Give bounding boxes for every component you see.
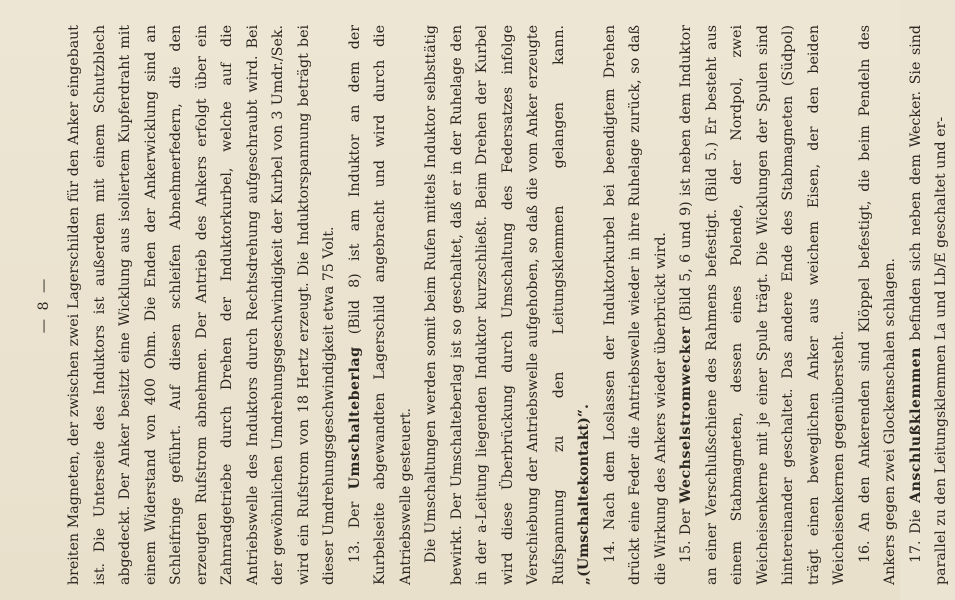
highlighted-term: Wechselstromwecker (678, 326, 694, 504)
bold-text: „(Umschaltekontakt)“. (576, 404, 592, 585)
paragraph-p16 (853, 25, 904, 585)
paragraph-text: 15. Der (678, 503, 694, 563)
paragraph-text: 13. Der (346, 489, 363, 563)
body-text (62, 25, 955, 585)
highlighted-term: Umschalteberlag (346, 346, 363, 490)
paragraph-p15 (674, 25, 853, 585)
rotated-text-block (22, 24, 949, 585)
paragraph-p17 (904, 25, 955, 585)
paragraph-text: (Bild 8) ist am Induktor an dem der Kurbelseite abgewandten Lagerschild angebracht und wird durch die Antriebswelle gesteuert. (346, 24, 414, 585)
paragraph-p14 (598, 25, 675, 585)
paragraph-text: Die Umschaltungen werden somit beim Rufen mittels Induktor selbsttätig bewirkt. Der Umschalteberlag ist so geschaltet, daß er in der Ruhelage den in der a-Leitung liegenden Induktor kurzschließt. Beim Drehen der Kurbel wird diese Überbrückung durch Umschaltung des Federsatzes infolge Verschiebung der Antriebswelle aufgehoben, so daß die vom Anker erzeugte Rufspannung zu den Leitungsklemmen gelangen kann. (423, 25, 567, 585)
paragraph-text: befinden sich neben dem Wecker. Sie sind parallel zu den Leitungsklemmen La und Lb/E geschaltet und er- (907, 25, 949, 585)
paragraph-text: 14. Nach dem Loslassen der Induktorkurbel bei beendigtem Drehen drückt eine Feder die Antriebswelle wieder in ihre Ruhelage zurück, so daß die Wirkung des Ankers wieder überbrückt wird. (601, 25, 669, 585)
page-number: — 8 — (36, 276, 52, 334)
paragraph-text: 16. An den Ankerenden sind Klöppel befestigt, die beim Pendeln des Ankers gegen zwei Glockenschalen schlagen. (856, 25, 898, 585)
highlighted-term: Anschlußklemmen (907, 347, 924, 503)
paragraph-p0 (62, 25, 343, 585)
paragraph-text: breiten Magneten, der zwischen zwei Lagerschilden für den Anker eingebaut ist. Die Unterseite des Induktors ist außerdem mit einem Schutzblech abgedeckt. Der Anker besitzt eine Wicklung aus isoliertem Kupferdraht mit einem Widerstand von 400 Ohm. Die Enden der Ankerwicklung sind an Schleifringe geführt. Auf diesen schleifen Abnehmerfedern, die den erzeugten Rufstrom abnehmen. Der Antrieb des Ankers erfolgt über ein Zahnradgetriebe durch Drehen der Induktorkurbel, welche auf die Antriebswelle des Induktors durch Rechtsdrehung aufgeschraubt wird. Bei der gewöhnlichen Umdrehungsgeschwindigkeit der Kurbel von 3 Umdr./Sek. wird ein Rufstrom von 18 Hertz erzeugt. Die Induktorspannung beträgt bei dieser Umdrehungsgeschwindigkeit etwa 75 Volt. (66, 25, 337, 585)
paragraph-text: 17. Die (907, 502, 924, 563)
paragraph-text: (Bild 5, 6 und 9) ist neben dem Induktor an einer Verschlußschiene des Rahmens befestigt. (Bild 5.) Er besteht aus einem Stabmagneten, dessen eines Polende, der Nordpol, zwei Weicheisenkerne mit je einer Spule trägt. Die Wicklungen der Spulen sind hintereinander geschaltet. Das andere Ende des Stabmagneten (Südpol) trägt einen beweglichen Anker aus weichem Eisen, der den beiden Weicheisenkernen gegenübersteht. (678, 24, 847, 585)
paragraph-p13 (343, 25, 420, 585)
paragraph-p13b (419, 25, 598, 585)
